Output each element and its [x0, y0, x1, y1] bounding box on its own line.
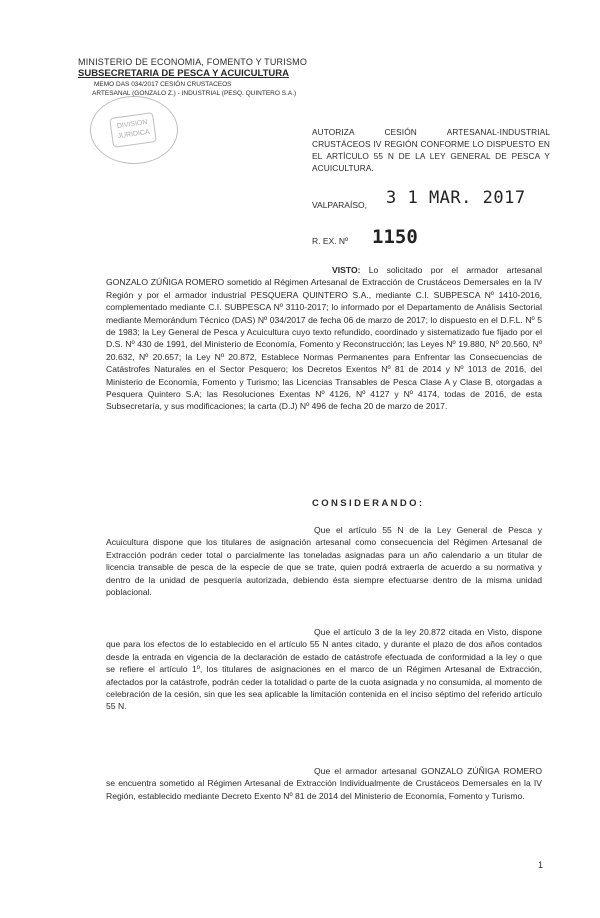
memo-parties: ARTESANAL (GONZALO Z.) - INDUSTRIAL (PESQ. QUINTERO S.A.)	[92, 90, 297, 97]
resolution-number: 1150	[372, 226, 418, 248]
visto-lead: VISTO:	[332, 265, 361, 275]
stamped-date: 3 1 MAR. 2017	[386, 188, 526, 208]
official-stamp	[90, 96, 178, 164]
letterhead	[78, 57, 338, 98]
considerando-paragraph-2: Que el artículo 3 de la ley 20.872 citada en Visto, dispone que para los efectos de lo establecido en el artículo 55 N antes citado, y durante el plazo de dos años contados desde la entrada en vigencia de la declaración de estado de catástrofe efectuada de conformidad a la ley o que se refiere el artículo 1º, los titulares de asignaciones en el marco de un Régimen Artesanal de Extracción, afectados por la catástrofe, podrán ceder la totalidad o parte de la cuota asignada y no consumida, al momento de celebración de la cesión, sin que les sea aplicable la limitación contenida en el inciso séptimo del referido artículo 55 N.	[106, 627, 542, 712]
place-label: VALPARAÍSO,	[312, 200, 367, 210]
considerando-paragraph-3: Que el armador artesanal GONZALO ZÚÑIGA ROMERO se encuentra sometido al Régimen Artesanal de Extracción Individualmente de Crustáceos Demersales en la IV Región, establecido mediante Decreto Exento Nº 81 de 2014 del Ministerio de Economía, Fomento y Turismo.	[106, 766, 542, 801]
ministry-name: MINISTERIO DE ECONOMIA, FOMENTO Y TURISMO	[78, 57, 308, 67]
visto-paragraph	[106, 264, 542, 413]
visto-text: Lo solicitado por el armador artesanal GONZALO ZÚÑIGA ROMERO sometido al Régimen Artesanal de Extracción de Crustáceos Demersales en la IV Región y por el armador industrial PESQUERA QUINTERO S.A., mediante C.I. SUBPESCA Nº 1410-2016, complementado mediante C.I. SUBPESCA Nº 3110-2017; lo informado por el Departamento de Análisis Sectorial mediante Memorándum Técnico (DAS) Nº 034/2017 de fecha 06 de marzo de 2017; lo dispuesto en el D.F.L. Nº 5 de 1983; la Ley General de Pesca y Acuicultura cuyo texto refundido, coordinado y sistematizado fue fijado por el D.S. Nº 430 de 1991, del Ministerio de Economía, Fomento y Reconstrucción; las Leyes Nº 19.880, Nº 20.560, Nº 20.632, Nº 20.657; la Ley Nº 20.872, Establece Normas Permanentes para Enfrentar las Consecuencias de Catástrofes Naturales en el Sector Pesquero; los Decretos Exentos Nº 81 de 2014 y Nº 1013 de 2016, del Ministerio de Economía, Fomento y Turismo; las Licencias Transables de Pesca Clase A y Clase B, otorgadas a Pesquera Quintero S.A; las Resoluciones Exentas Nº 4126, Nº 4127 y Nº 4174, todas de 2016, de esta Subsecretaría, y sus modificaciones; la carta (D.J) Nº 496 de fecha 20 de marzo de 2017.	[106, 265, 542, 412]
stamp-text: DIVISION JURIDICA	[109, 112, 157, 148]
resolution-subject: AUTORIZA CESIÓN ARTESANAL-INDUSTRIAL CRUSTÁCEOS IV REGIÓN CONFORME LO DISPUESTO EN EL ARTÍCULO 55 N DE LA LEY GENERAL DE PESCA Y ACUICULTURA.	[312, 127, 550, 173]
considerando-heading: CONSIDERANDO:	[312, 498, 425, 509]
undersecretariat-name: SUBSECRETARIA DE PESCA Y ACUICULTURA	[78, 68, 289, 79]
considerando-paragraph-1: Que el artículo 55 N de la Ley General de Pesca y Acuicultura dispone que los titulares de asignación artesanal como consecuencia del Régimen Artesanal de Extracción podrán ceder total o parcialmente las toneladas asignadas para un año calendario a un titular de licencia transable de pesca de la especie de que se trate, quien podrá extraerla de acuerdo a su normativa y dentro de la unidad de pesquería autorizada, debiendo ésta siempre efectuarse dentro de la misma unidad poblacional.	[106, 525, 542, 598]
resolution-label: R. EX. Nº	[312, 236, 349, 246]
memo-reference: MEMO DAS 034/2017 CESIÓN CRUSTACEOS	[94, 81, 232, 88]
page-number: 1	[538, 860, 544, 870]
